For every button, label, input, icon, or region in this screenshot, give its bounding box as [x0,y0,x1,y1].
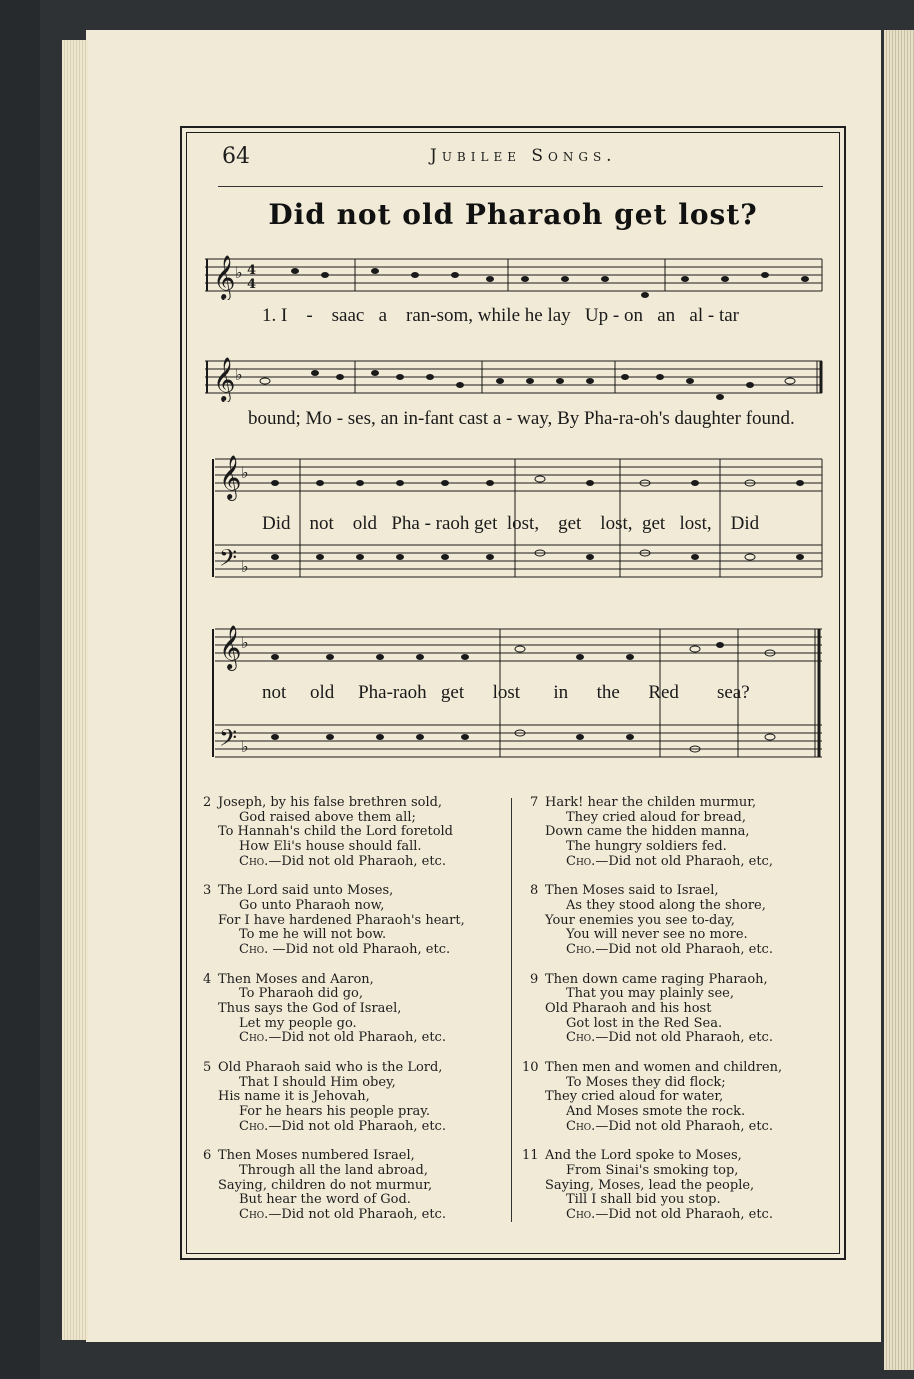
verse-4 [203,973,465,1047]
lyric-syllable: get [440,682,465,703]
verse-line: For he hears his people pray. [239,1104,431,1120]
lyric-syllable: the [596,682,620,703]
lyric-syllable: old [310,682,335,703]
verse-8 [530,884,782,958]
verse-line: To Pharaoh did go, [239,986,364,1002]
verse-line: Let my people go. [239,1015,357,1031]
lyric-syllable: ran-som, while he lay [406,305,571,326]
music-staff-2 [205,352,825,402]
verse-line: From Sinai's smoking top, [566,1162,739,1178]
verse-line: Down came the hidden manna, [545,824,750,840]
chorus-label: Cho. [566,1207,596,1223]
lyric-syllable: Pha-raoh [358,682,427,703]
chorus-ref [203,1120,465,1135]
verse-line: Your enemies you see to-day, [545,912,735,928]
lyric-syllable: lost [492,682,521,703]
chorus-label: Cho. [566,1030,596,1046]
verse-number: 8 [530,883,539,899]
chorus-label: Cho. [239,1207,269,1223]
chorus-ref [530,1208,782,1223]
svg-text:♭: ♭ [241,463,249,482]
verse-line: That I should Him obey, [239,1074,396,1090]
chorus-text: —Did not old Pharaoh, etc. [268,942,451,958]
chorus-ref [530,943,782,958]
verse-5 [203,1061,465,1135]
verse-line: To Moses they did flock; [566,1074,726,1090]
verse-line: Then Moses said to Israel, [545,883,719,899]
verse-number: 11 [522,1148,539,1164]
verse-line: For I have hardened Pharaoh's heart, [218,912,465,928]
lyric-syllable: - [336,408,344,429]
verse-line: Then Moses numbered Israel, [218,1148,415,1164]
verse-line: Old Pharaoh and his host [545,1001,712,1017]
lyric-syllable: an [380,408,399,429]
verse-number: 10 [522,1059,539,1075]
lyric-syllable: not [262,682,287,703]
verse-line: To Hannah's child the Lord foretold [218,824,454,840]
verse-line: Then down came raging Pharaoh, [545,971,768,987]
chorus-text: —Did not old Pharaoh, etc. [268,1030,446,1046]
verse-line: And the Lord spoke to Moses, [545,1148,742,1164]
chorus-label: Cho. [239,1118,269,1134]
chorus-ref [203,1208,465,1223]
chorus-ref [203,855,465,870]
page-edges-right [884,30,914,1370]
lyric-syllable: saac [331,305,365,326]
lyric-line-4 [262,682,750,704]
verse-line: Go unto Pharaoh now, [239,898,385,914]
lyric-syllable: Did [262,513,291,534]
lyric-syllable: - [707,305,715,326]
lyric-syllable: tar [718,305,740,326]
verse-line: As they stood along the shore, [566,898,766,914]
verse-line: The Lord said unto Moses, [218,883,394,899]
svg-text:𝄞: 𝄞 [219,625,242,669]
verse-10 [522,1059,783,1135]
lyric-syllable: ses, [347,408,376,429]
svg-text:♭: ♭ [241,633,249,652]
verse-line: Saying, Moses, lead the people, [545,1177,755,1193]
chorus-label: Cho. [239,942,269,958]
verse-number: 9 [530,971,539,987]
verse-number: 4 [203,971,212,987]
running-title: Jubilee Songs. [430,146,617,166]
lyric-syllable: Mo [305,408,332,429]
lyric-syllable: bound; [248,408,301,429]
verse-7 [530,796,782,870]
page-number: 64 [222,144,250,169]
verse-number: 7 [530,795,539,810]
verse-line: Then Moses and Aaron, [218,971,374,987]
verse-9 [530,973,782,1047]
svg-text:𝄢: 𝄢 [219,724,238,757]
chorus-ref [530,1120,782,1135]
chorus-text: —Did not old Pharaoh, etc. [595,942,773,958]
verse-line: That you may plainly see, [566,986,734,1002]
chorus-label: Cho. [566,942,596,958]
chorus-ref [530,1031,782,1046]
svg-text:♭: ♭ [241,737,249,756]
chorus-text: —Did not old Pharaoh, etc. [595,1030,773,1046]
verse-line: How Eli's house should fall. [239,839,422,855]
lyric-syllable: old [352,513,378,534]
verse-2 [203,796,465,870]
verses-right-column [522,795,783,1238]
lyric-syllable: sea? [716,682,750,703]
verse-line: They cried aloud for water, [545,1089,724,1105]
svg-text:𝄞: 𝄞 [213,255,236,299]
music-staff-1 [205,250,825,300]
chorus-text: —Did not old Pharaoh, etc. [595,1207,773,1223]
verse-line: His name it is Jehovah, [218,1089,370,1105]
verse-line: Through all the land abroad, [239,1162,428,1178]
chorus-label: Cho. [566,1118,596,1134]
lyric-syllable: a - way, [492,408,553,429]
verse-line: To me he will not bow. [239,927,387,943]
verse-line: Thus says the God of Israel, [218,1001,402,1017]
verse-line: Old Pharaoh said who is the Lord, [218,1059,443,1075]
verse-line: Joseph, by his false brethren sold, [218,795,443,810]
chorus-text: —Did not old Pharaoh, etc. [268,1207,446,1223]
svg-text:♭: ♭ [241,557,249,576]
lyric-syllable: not [309,513,334,534]
lyric-syllable: Red [648,682,679,703]
verse-line: Got lost in the Red Sea. [566,1015,723,1031]
lyric-line-2 [248,408,795,430]
lyric-syllable: in-fant cast [403,408,489,429]
lyric-syllable: get [558,513,582,534]
svg-text:4: 4 [247,263,257,278]
lyric-syllable: in [553,682,569,703]
lyric-syllable: lost, [600,513,633,534]
svg-text:𝄞: 𝄞 [219,455,242,499]
page-edges-left [62,40,88,1340]
chorus-ref [530,855,782,870]
chorus-label: Cho. [239,1030,269,1046]
column-divider [511,798,512,1222]
verse-3 [203,884,465,958]
verse-11 [522,1148,782,1223]
chorus-text: —Did not old Pharaoh, etc. [268,1118,446,1134]
svg-text:𝄢: 𝄢 [219,544,238,577]
lyric-syllable: Up [584,305,609,326]
lyric-syllable: - [612,305,620,326]
verse-line: You will never see no more. [566,927,748,943]
verse-line: And Moses smote the rock. [566,1104,746,1120]
lyric-syllable: By Pha-ra-oh's daughter found. [557,408,795,429]
svg-text:♭: ♭ [235,365,243,384]
verse-line: Till I shall bid you stop. [566,1192,721,1208]
lyric-syllable: al [689,305,704,326]
lyric-syllable: on [623,305,643,326]
book-cover-edge [0,0,40,1379]
lyric-syllable: a [378,305,388,326]
chorus-ref [203,943,465,958]
lyric-syllable: Pha - raoh [391,513,470,534]
chorus-label: Cho. [566,853,596,869]
verse-line: The hungry soldiers fed. [566,839,727,855]
lyric-syllable: lost, [679,513,712,534]
lyric-syllable: an [657,305,676,326]
lyric-line-3 [262,513,759,535]
verse-line: But hear the word of God. [239,1192,411,1208]
verses-left-column [203,796,465,1238]
header-rule [218,186,823,187]
verse-line: Hark! hear the childen murmur, [545,795,757,810]
lyric-syllable: Did [730,513,760,534]
chorus-ref [203,1031,465,1046]
chorus-text: —Did not old Pharaoh, etc. [595,1118,773,1134]
verse-number: 6 [203,1148,212,1164]
svg-text:♭: ♭ [235,263,243,282]
verse-number: 5 [203,1059,212,1075]
verse-6 [203,1149,465,1223]
lyric-line-1 [262,305,739,327]
lyric-syllable: get [642,513,666,534]
svg-text:𝄞: 𝄞 [213,357,236,401]
chorus-text: —Did not old Pharaoh, etc, [595,853,773,869]
lyric-syllable: lost, [506,513,540,534]
verse-number: 3 [203,883,212,899]
song-title: Did not old Pharaoh get lost? [268,198,758,231]
verse-line: They cried aloud for bread, [566,809,746,825]
lyric-syllable: get [474,513,498,534]
lyric-syllable: - [306,305,313,326]
lyric-syllable: 1. I [262,305,288,326]
verse-line: Saying, children do not murmur, [218,1177,433,1193]
svg-text:4: 4 [247,277,257,292]
chorus-text: —Did not old Pharaoh, etc. [268,853,446,869]
verse-number: 2 [203,795,212,810]
verse-line: Then men and women and children, [545,1059,783,1075]
chorus-label: Cho. [239,853,269,869]
verse-line: God raised above them all; [239,809,416,825]
